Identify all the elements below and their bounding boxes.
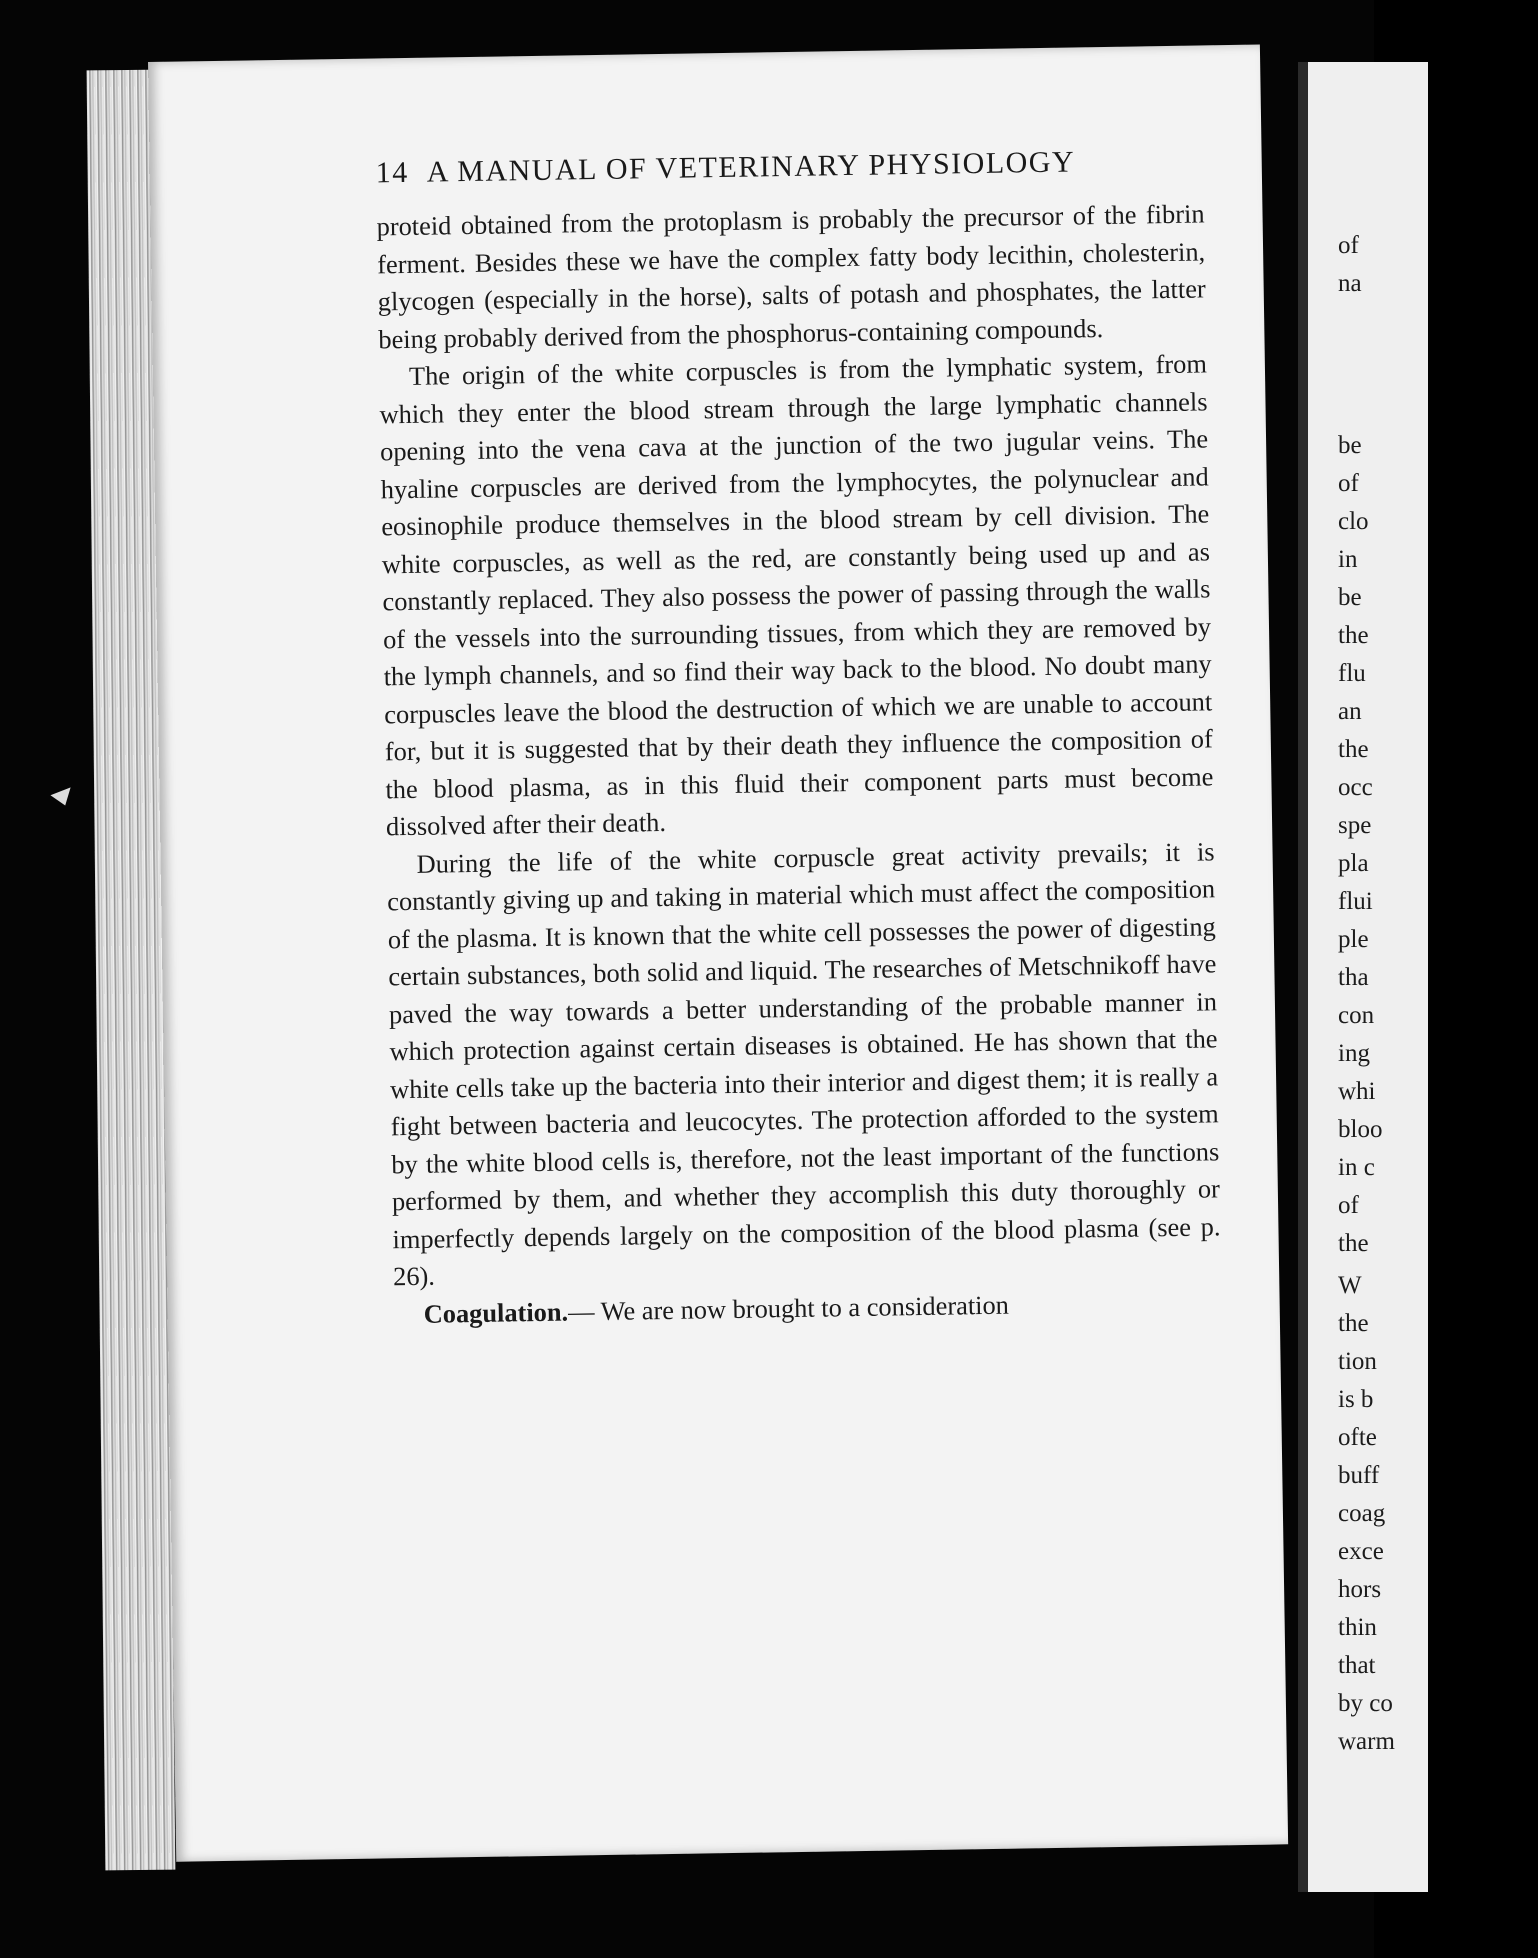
running-head — [376, 143, 1204, 190]
facing-page: of na be of clo in be the flu an the occ spe pla flui ple tha con ing whi bloo in c of the W the tion is b ofte buff coag exce hors thin that by co warm — [1298, 62, 1428, 1892]
section-text: — We are now brought to a consideration — [567, 1289, 1010, 1327]
body-paragraph: During the life of the white corpuscle great activity prevails; it is constantly giving up and taking in material which must affect the composition of the plasma. It is known that the white cell possesses the power of digesting certain substances, both solid and liquid. The researches of Metschnikoff have paved the way towards a better understanding of the probable manner in which protection against certain diseases is obtained. He has shown that the white cells take up the bacteria into their interior and digest them; it is really a fight between bacteria and leucocytes. The protection afforded to the system by the white blood cells is, therefore, not the least important of the functions performed by them, and whether they accomplish this duty thoroughly or imperfectly depends largely on the composition of the blood plasma (see p. 26). — [386, 835, 1221, 1292]
book-page — [148, 45, 1288, 1862]
arrow-icon — [50, 780, 75, 805]
body-paragraph: The origin of the white corpuscles is from the lymphatic system, from which they enter the blood stream through the large lymphatic channels opening into the vena cava at the junction of the two jugular veins. The hyaline corpuscles are derived from the lymphocytes, the polynuclear and eosinophile produce themselves in the blood stream by cell division. The white corpuscles, as well as the red, are constantly being used up and as constantly replaced. They also possess the power of passing through the walls of the vessels into the surrounding tissues, from which they are removed by the lymph channels, and so find their way back to the blood. No doubt many corpuscles leave the blood the destruction of which we are unable to account for, but it is suggested that by their death they influence the composition of the blood plasma, as in this fluid their component parts must become dissolved after their death. — [379, 348, 1214, 842]
book-title: A MANUAL OF VETERINARY PHYSIOLOGY — [426, 145, 1076, 189]
body-text — [376, 195, 1221, 1295]
body-paragraph: proteid obtained from the protoplasm is probably the precursor of the fibrin ferment. Besides these we have the complex fatty body lecithin, cholesterin, glycogen (especially in the horse), salts of potash and phosphates, the latter being probably derived from the phosphorus-containing compounds. — [376, 198, 1206, 354]
page-number: 14 — [375, 155, 410, 190]
page-content — [376, 143, 1222, 1333]
section-heading: Coagulation. — [423, 1296, 569, 1329]
